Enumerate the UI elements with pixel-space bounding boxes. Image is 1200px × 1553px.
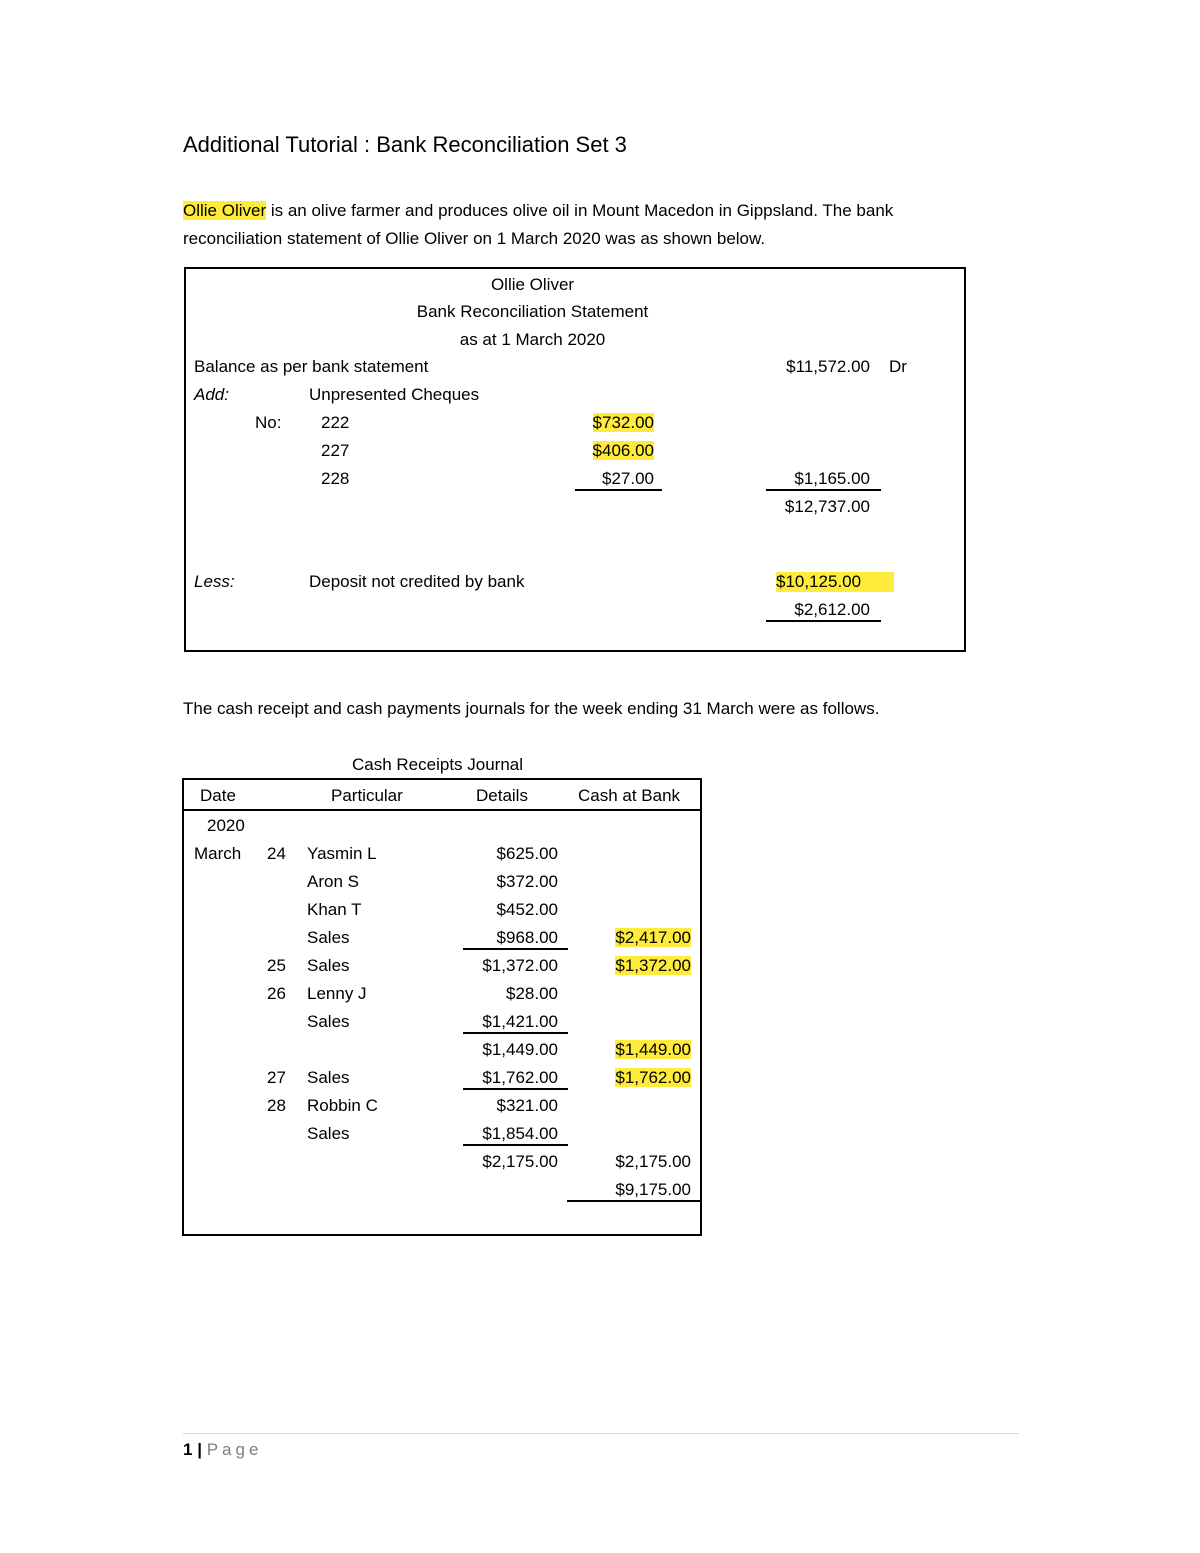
journal-details: $1,854.00 (463, 1124, 568, 1146)
journal-cash: $2,417.00 (615, 928, 691, 947)
balance-side: Dr (889, 357, 907, 376)
page-title: Additional Tutorial : Bank Reconciliation Set 3 (183, 132, 627, 157)
journal-details: $1,372.00 (482, 956, 558, 975)
journal-details: $28.00 (506, 984, 558, 1003)
balance-label: Balance as per bank statement (194, 357, 429, 376)
page-number: 1 (183, 1440, 193, 1459)
no-label: No: (255, 413, 282, 432)
page-footer (183, 1440, 262, 1460)
add-label: Add: (194, 385, 229, 404)
deposit-value: $10,125.00 (776, 572, 894, 592)
journal-details: $1,421.00 (463, 1012, 568, 1034)
journal-year: 2020 (207, 816, 245, 835)
less-label: Less: (194, 572, 235, 591)
deposit-label: Deposit not credited by bank (309, 572, 525, 591)
journal-day: 25 (267, 956, 286, 975)
journal-details: $1,449.00 (482, 1040, 558, 1059)
unpresented-label: Unpresented Cheques (309, 385, 480, 404)
journal-details: $968.00 (463, 928, 568, 950)
header-date: Date (200, 786, 236, 805)
bank-reconciliation-box (184, 267, 966, 652)
journal-particular: Sales (307, 956, 350, 975)
journal-details: $321.00 (496, 1096, 558, 1115)
journal-cash: $1,762.00 (615, 1068, 691, 1087)
journal-cash: $9,175.00 (567, 1180, 701, 1202)
intro-line-1-rest: is an olive farmer and produces olive oil in Mount Macedon in Gippsland. The bank (266, 201, 894, 220)
journal-details: $2,175.00 (482, 1152, 558, 1171)
brs-heading-date: as at 1 March 2020 (459, 330, 606, 349)
final-balance: $2,612.00 (766, 600, 881, 622)
cheque-no: 222 (321, 413, 350, 432)
cheque-no: 228 (321, 469, 350, 488)
journal-particular: Sales (307, 1068, 350, 1087)
brs-heading-title: Bank Reconciliation Statement (416, 302, 649, 321)
journal-particular: Khan T (307, 900, 362, 919)
cheque-amount: $406.00 (592, 441, 654, 460)
journal-day: 24 (267, 844, 286, 863)
journal-details: $625.00 (496, 844, 558, 863)
balance-value: $11,572.00 (786, 357, 870, 376)
journal-particular: Yasmin L (307, 844, 377, 863)
journal-particular: Lenny J (307, 984, 367, 1003)
journal-cash: $1,372.00 (615, 956, 691, 975)
journal-day: 28 (267, 1096, 286, 1115)
journal-cash: $2,175.00 (615, 1152, 691, 1171)
journal-particular: Aron S (307, 872, 359, 891)
journal-day: 26 (267, 984, 286, 1003)
header-particular: Particular (331, 786, 403, 805)
intro-line-1 (183, 201, 893, 221)
cheques-total: $1,165.00 (766, 469, 881, 491)
brs-heading-name: Ollie Oliver (490, 275, 575, 294)
journal-day: 27 (267, 1068, 286, 1087)
crj-title: Cash Receipts Journal (352, 755, 524, 774)
journal-intro: The cash receipt and cash payments journals for the week ending 31 March were as follows. (183, 699, 880, 718)
cheque-amount: $732.00 (592, 413, 654, 432)
journal-details: $1,762.00 (463, 1068, 568, 1090)
journal-details: $452.00 (496, 900, 558, 919)
name-highlight: Ollie Oliver (183, 201, 267, 220)
page-word: Page (206, 1440, 263, 1459)
cheque-no: 227 (321, 441, 350, 460)
journal-particular: Sales (307, 1012, 350, 1031)
subtotal: $12,737.00 (784, 497, 870, 516)
intro-line-2: reconciliation statement of Ollie Oliver on 1 March 2020 was as shown below. (183, 229, 766, 248)
footer-separator: | (197, 1440, 202, 1459)
journal-particular: Robbin C (307, 1096, 378, 1115)
crj-header-divider (182, 809, 702, 811)
cheque-amount: $27.00 (575, 469, 662, 491)
journal-particular: Sales (307, 1124, 350, 1143)
footer-divider (183, 1433, 1019, 1434)
journal-particular: Sales (307, 928, 350, 947)
header-cash-at-bank: Cash at Bank (578, 786, 681, 805)
journal-details: $372.00 (496, 872, 558, 891)
journal-month: March (194, 844, 242, 863)
journal-cash: $1,449.00 (615, 1040, 691, 1059)
header-details: Details (476, 786, 528, 805)
